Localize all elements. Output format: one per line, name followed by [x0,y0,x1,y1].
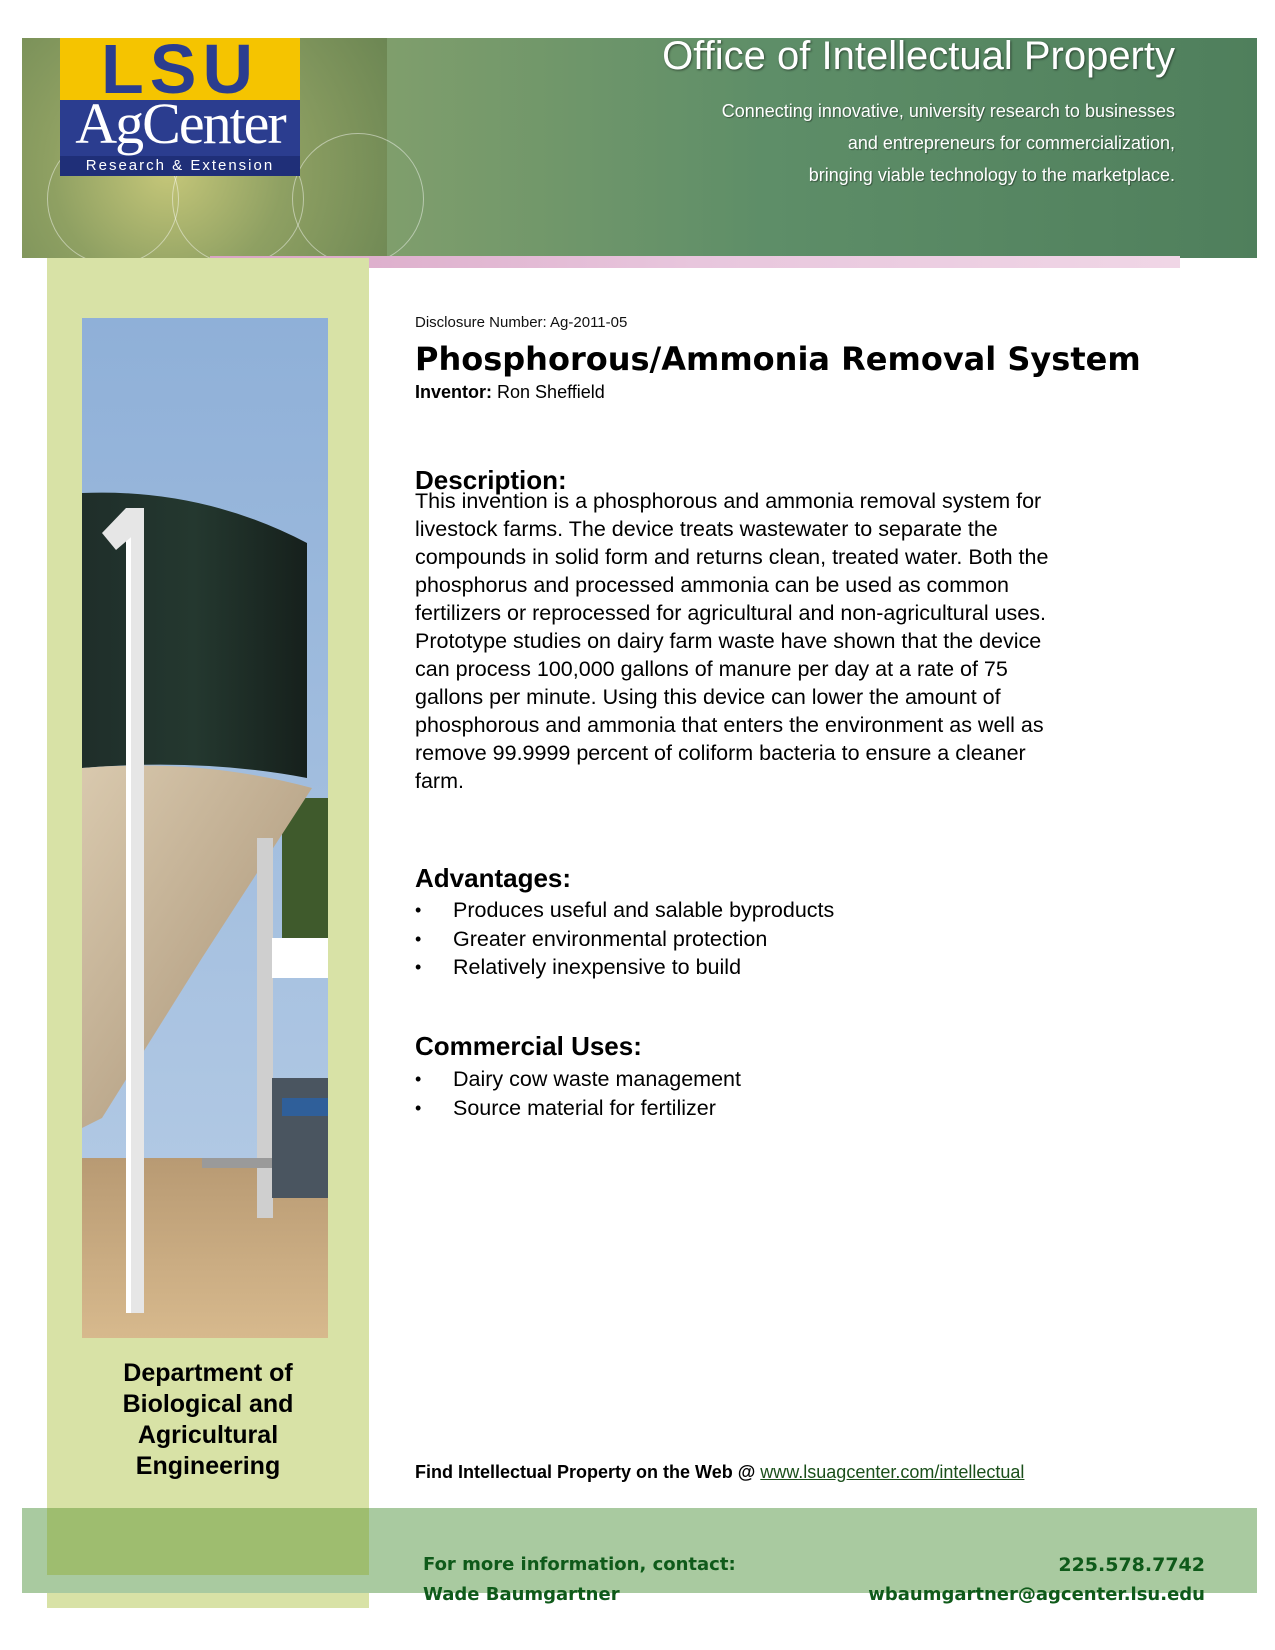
find-text: Find Intellectual Property on the Web @ [415,1462,756,1482]
list-item: • Source material for fertilizer [415,1094,741,1123]
department-line: Engineering [135,1452,281,1480]
description-line: fertilizers or reprocessed for agricultural and non-agricultural uses. [415,601,1046,625]
inventor-label: Inventor: [415,382,493,402]
contact-phone: 225.578.7742 [1058,1554,1205,1576]
logo-subtitle: Research & Extension [60,156,300,176]
decorative-ring [292,133,424,258]
department-name [60,1358,356,1482]
description-line: gallons per minute. Using this device can lower the amount of [415,685,1001,709]
description-line: compounds in solid form and returns clean, treated water. Both the [415,545,1049,569]
office-title: Office of Intellectual Property [662,34,1175,78]
footer-sidebar-block [47,1508,369,1575]
list-item: • Dairy cow waste management [415,1065,741,1094]
tagline-line: bringing viable technology to the marketplace. [808,165,1175,185]
treatment-tank-photo [82,318,328,1338]
description-line: phosphorus and processed ammonia can be used as common [415,573,1009,597]
list-item: • Produces useful and salable byproducts [415,896,834,925]
department-line: Biological and [122,1390,294,1418]
advantages-list [415,896,834,982]
description-line: This invention is a phosphorous and ammonia removal system for [415,489,1042,513]
description-line: remove 99.9999 percent of coliform bacteria to ensure a cleaner [415,741,1026,765]
list-item: • Greater environmental protection [415,925,834,954]
tagline-line: and entrepreneurs for commercialization, [847,133,1175,153]
contact-label: For more information, contact: [423,1554,736,1575]
description-line: Prototype studies on dairy farm waste have shown that the device [415,629,1042,653]
lsu-agcenter-logo [60,38,300,176]
contact-name: Wade Baumgartner [423,1584,620,1605]
description-body [415,487,1160,795]
logo-agcenter-text: AgCenter [75,91,285,156]
intellectual-property-link[interactable]: www.lsuagcenter.com/intellectual [760,1462,1025,1482]
inventor-line [415,382,605,403]
commercial-uses-heading: Commercial Uses: [415,1031,642,1061]
tagline-line: Connecting innovative, university research to businesses [721,101,1175,121]
department-line: Agricultural [137,1421,279,1449]
advantages-heading: Advantages: [415,863,572,893]
disclosure-number: Disclosure Number: Ag-2011-05 [415,314,628,331]
inventor-name: Ron Sheffield [497,382,605,402]
description-line: farm. [415,769,464,793]
list-item: • Relatively inexpensive to build [415,953,834,982]
description-line: can process 100,000 gallons of manure per day at a rate of 75 [415,657,1008,681]
description-line: livestock farms. The device treats wastewater to separate the [415,517,998,541]
contact-email[interactable]: wbaumgartner@agcenter.lsu.edu [868,1584,1205,1605]
find-on-web-line [415,1462,1024,1483]
description-heading: Description: [415,465,567,495]
document-title: Phosphorous/Ammonia Removal System [415,340,1141,378]
department-line: Department of [123,1359,293,1387]
description-line: phosphorous and ammonia that enters the environment as well as [415,713,1044,737]
logo-lsu-text: LSU [60,38,300,100]
commercial-uses-list [415,1065,741,1122]
